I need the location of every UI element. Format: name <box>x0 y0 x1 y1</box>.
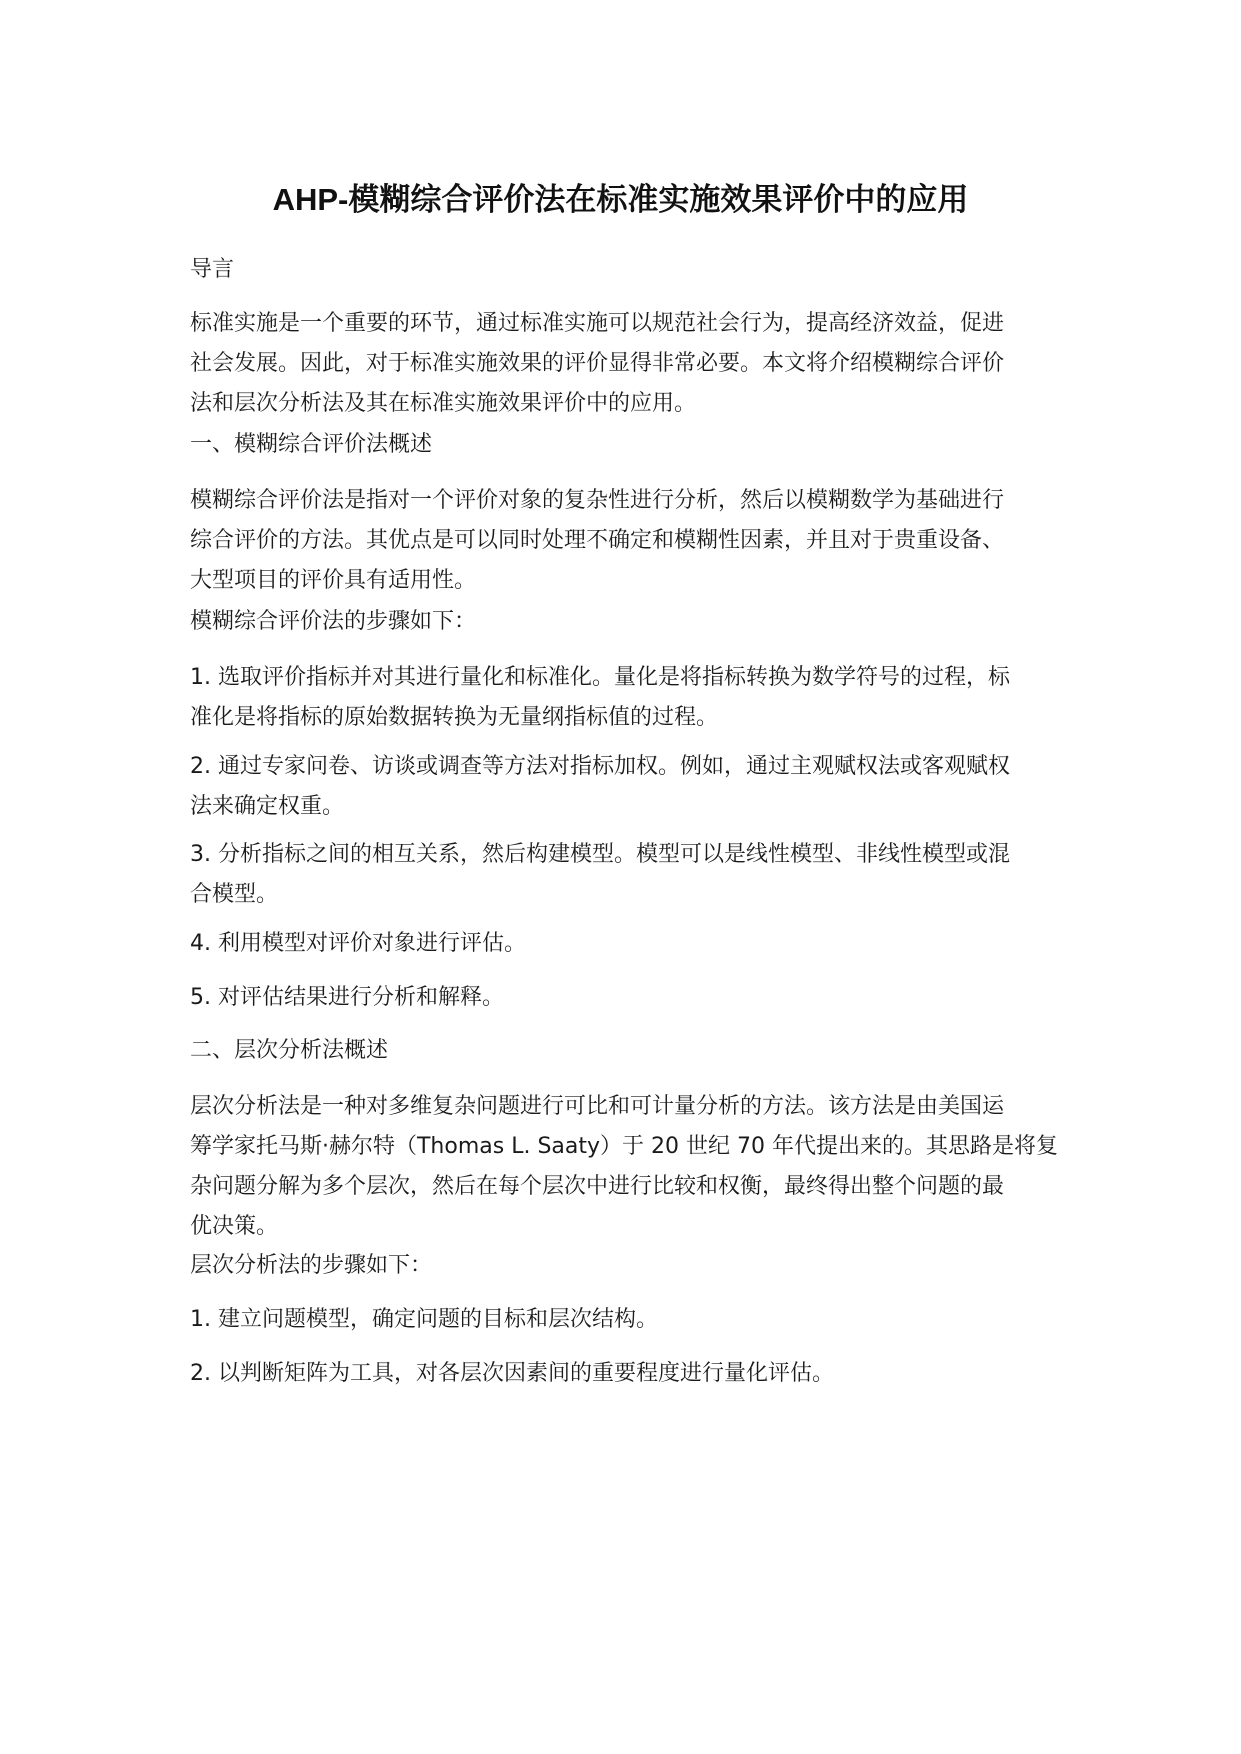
list-item-fuzzy-step-3 <box>190 835 1060 915</box>
text-line: 2. 通过专家问卷、访谈或调查等方法对指标加权。例如，通过主观赋权法或客观赋权 <box>190 754 1010 779</box>
paragraph-ahp-overview <box>190 1087 1060 1247</box>
text-line: 导言 <box>190 257 235 282</box>
text-line: 社会发展。因此，对于标准实施效果的评价显得非常必要。本文将介绍模糊综合评价 <box>190 351 1005 376</box>
text-line: 层次分析法的步骤如下： <box>190 1253 433 1278</box>
text-line: 模糊综合评价法是指对一个评价对象的复杂性进行分析，然后以模糊数学为基础进行 <box>190 488 1005 513</box>
section-heading-fuzzy <box>190 425 1060 465</box>
text-line: 合模型。 <box>190 882 279 907</box>
text-line: 二、层次分析法概述 <box>190 1038 389 1063</box>
list-item-fuzzy-step-5 <box>190 978 1060 1018</box>
text-line: 1. 选取评价指标并对其进行量化和标准化。量化是将指标转换为数学符号的过程，标 <box>190 665 1010 690</box>
text-line: 筹学家托马斯·赫尔特（Thomas L. Saaty）于 20 世纪 70 年代提出来的。其思路是将复 <box>190 1134 1058 1159</box>
text-line: 标准实施是一个重要的环节，通过标准实施可以规范社会行为，提高经济效益，促进 <box>190 311 1005 336</box>
text-line: 1. 建立问题模型，确定问题的目标和层次结构。 <box>190 1307 658 1332</box>
text-line: 杂问题分解为多个层次，然后在每个层次中进行比较和权衡，最终得出整个问题的最 <box>190 1174 1005 1199</box>
section-heading-ahp <box>190 1031 1060 1071</box>
text-line: 2. 以判断矩阵为工具，对各层次因素间的重要程度进行量化评估。 <box>190 1361 834 1386</box>
text-line: 一、模糊综合评价法概述 <box>190 432 433 457</box>
text-line: 3. 分析指标之间的相互关系，然后构建模型。模型可以是线性模型、非线性模型或混 <box>190 842 1010 867</box>
text-line: 模糊综合评价法的步骤如下： <box>190 609 477 634</box>
text-line: 5. 对评估结果进行分析和解释。 <box>190 985 504 1010</box>
list-item-fuzzy-step-4 <box>190 924 1060 964</box>
list-item-fuzzy-step-1 <box>190 658 1060 738</box>
section-heading-intro <box>190 250 1060 290</box>
paragraph-fuzzy-steps-intro <box>190 602 1060 642</box>
text-line: 法来确定权重。 <box>190 794 345 819</box>
paragraph-fuzzy-overview <box>190 481 1060 601</box>
text-line: 层次分析法是一种对多维复杂问题进行可比和可计量分析的方法。该方法是由美国运 <box>190 1094 1005 1119</box>
list-item-ahp-step-1 <box>190 1300 1060 1340</box>
text-line: 准化是将指标的原始数据转换为无量纲指标值的过程。 <box>190 705 719 730</box>
text-line: 优决策。 <box>190 1214 279 1239</box>
text-line: 4. 利用模型对评价对象进行评估。 <box>190 931 526 956</box>
text-line: 综合评价的方法。其优点是可以同时处理不确定和模糊性因素，并且对于贵重设备、 <box>190 528 1005 553</box>
list-item-fuzzy-step-2 <box>190 747 1060 827</box>
paragraph-intro <box>190 304 1060 424</box>
text-line: 法和层次分析法及其在标准实施效果评价中的应用。 <box>190 391 697 416</box>
text-line: 大型项目的评价具有适用性。 <box>190 568 477 593</box>
document-title: AHP-模糊综合评价法在标准实施效果评价中的应用 <box>272 182 969 217</box>
paragraph-ahp-steps-intro <box>190 1246 1060 1286</box>
list-item-ahp-step-2 <box>190 1354 1060 1394</box>
